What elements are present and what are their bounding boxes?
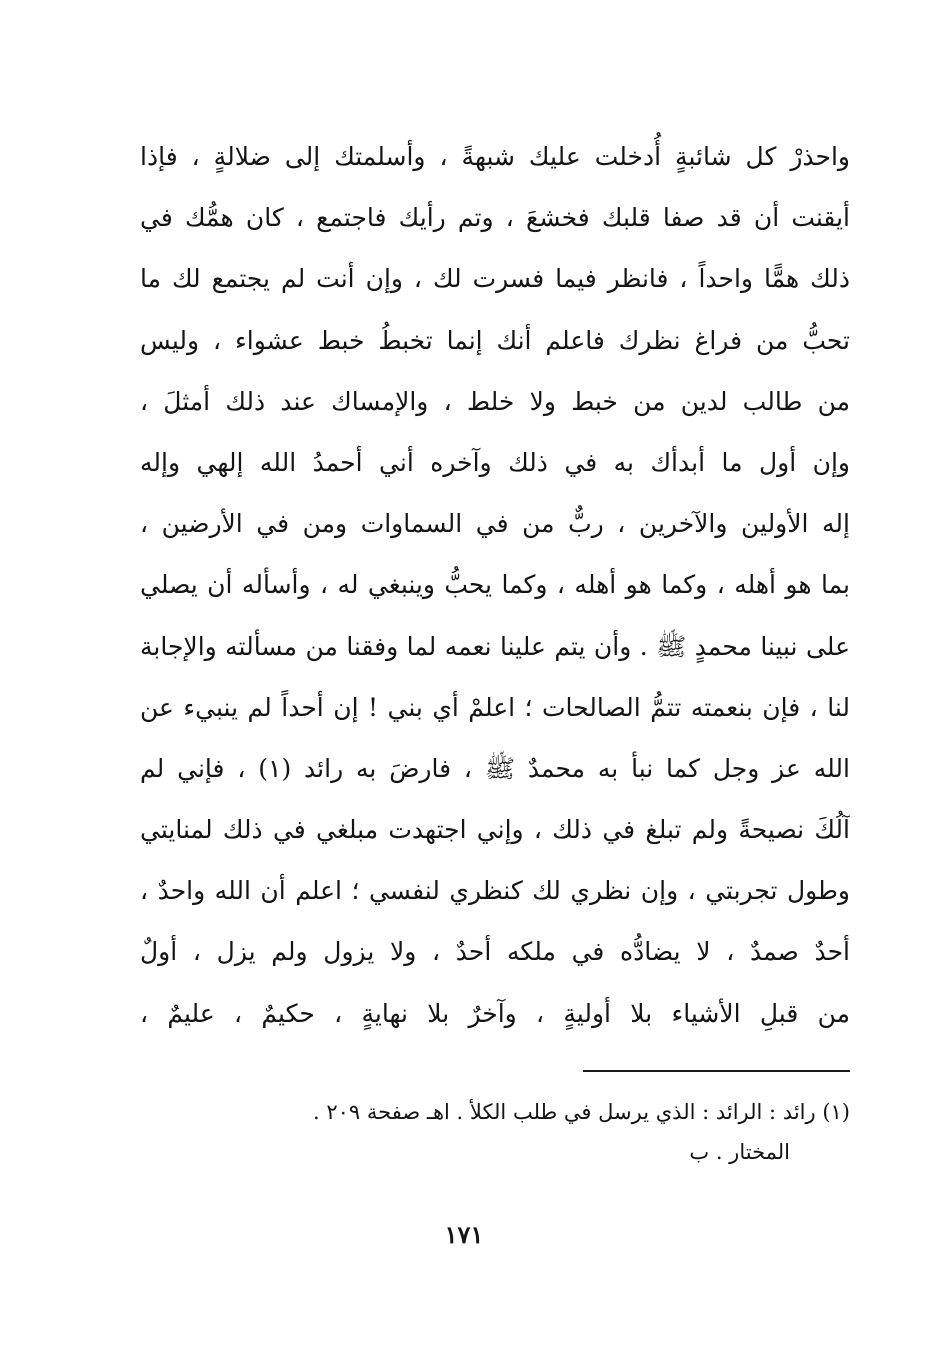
text-line: على نبينا محمدٍ ﷺ . وأن يتم علينا نعمه لما وفقنا من مسألته والإجابة — [140, 631, 850, 661]
text-line: وطول تجربتي ، وإن نظري لك كنظري لنفسي ؛ اعلم أن الله واحدٌ ، — [140, 876, 850, 906]
text-line: واحذرْ كل شائبةٍ أُدخلت عليك شبهةً ، وأسلمتك إلى ضلالةٍ ، فإذا — [140, 142, 850, 171]
footnote — [140, 1092, 850, 1172]
text-line: أيقنت أن قد صفا قلبك فخشعَ ، وتم رأيك فاجتمع ، كان همُّك في — [140, 203, 850, 233]
text-line: أحدٌ صمدٌ ، لا يضادُّه في ملكه أحدٌ ، ولا يزول ولم يزل ، أولٌ — [140, 937, 850, 967]
footnote-line-continuation: المختار . ب — [689, 1140, 790, 1164]
footnote-divider — [583, 1070, 850, 1072]
text-line: آلُكَ نصيحةً ولم تبلغ في ذلك ، وإني اجتهدت مبلغي في ذلك لمنايتي — [140, 815, 850, 845]
text-line: إله الأولين والآخرين ، ربٌّ من في السماوات ومن في الأرضين ، — [140, 509, 850, 539]
text-line: من طالب لدين من خبط ولا خلط ، والإمساك عند ذلك أمثلَ ، — [140, 386, 850, 416]
text-line: بما هو أهله ، وكما هو أهله ، وكما يحبُّ وينبغي له ، وأسأله أن يصلي — [140, 570, 850, 600]
main-text — [140, 126, 850, 1044]
page-number: ١٧١ — [444, 1220, 484, 1249]
text-line: ذلك همًّا واحداً ، فانظر فيما فسرت لك ، وإن أنت لم يجتمع لك ما — [140, 264, 850, 294]
text-line: من قبلِ الأشياء بلا أوليةٍ ، وآخرٌ بلا نهايةٍ ، حكيمٌ ، عليمٌ ، — [140, 998, 850, 1028]
text-line: تحبُّ من فراغ نظرك فاعلم أنك إنما تخبطُ خبط عشواء ، وليس — [140, 325, 850, 355]
text-line: الله عز وجل كما نبأ به محمدٌ ﷺ ، فارضَ به رائد (١) ، فإني لم — [140, 753, 850, 783]
footnote-line: (١) رائد : الرائد : الذي يرسل في طلب الكلأ . اهـ صفحة ٢٠٩ . — [313, 1100, 850, 1124]
text-line: وإن أول ما أبدأك به في ذلك وآخره أني أحمدُ الله إلهي وإله — [140, 447, 850, 477]
text-line: لنا ، فإن بنعمته تتمُّ الصالحات ؛ اعلمْ أي بني ! إن أحداً لم ينبيء عن — [140, 692, 850, 722]
